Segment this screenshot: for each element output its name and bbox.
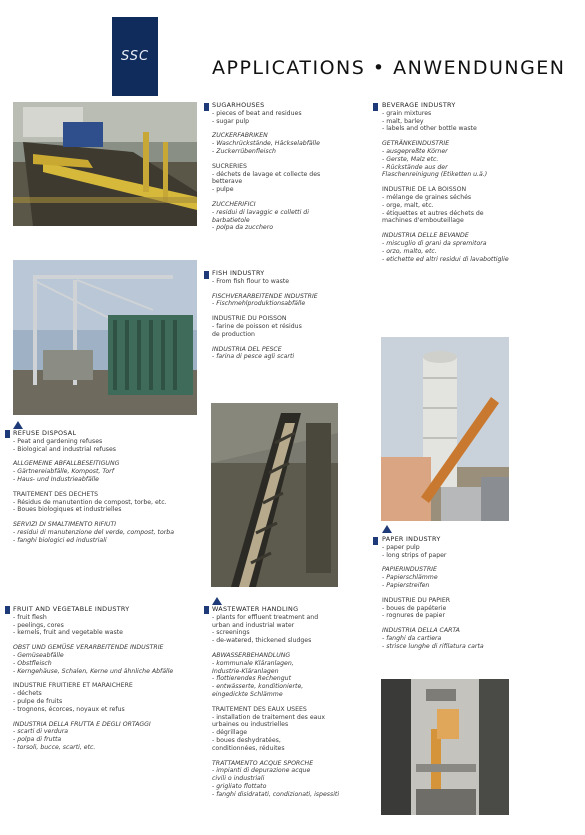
section-line: Flaschenreinigung (Etiketten u.ä.) [382, 171, 488, 179]
section-line: - polpa da zucchero [212, 224, 274, 232]
section-line: - de-watered, thickened sludges [212, 637, 312, 645]
section-line: - Boues biologiques et industrielles [13, 506, 122, 514]
section-line: - strisce lunghe di rifilatura carta [382, 642, 484, 650]
section-line: - dégrillage [212, 729, 248, 737]
section-spacer [212, 194, 320, 201]
section-line: - entwässerte, konditionierte, [212, 683, 304, 691]
section-line: ABWASSERBEHANDLUNG [212, 651, 291, 659]
section-line: - mélange de graines séchés [382, 193, 472, 201]
section-line: - long strips of paper [382, 551, 447, 559]
section-line: - fanghi disidratati, condizionati, ispessiti [212, 790, 340, 798]
section-heading: BEVERAGE INDUSTRY [382, 101, 456, 109]
section-line: - Gemüseabfälle [13, 651, 64, 659]
section-line: - boues deshydratées, [212, 736, 281, 744]
section-spacer [13, 484, 174, 491]
section-spacer [212, 286, 318, 293]
beverage-marker-icon [373, 103, 378, 111]
section-heading: SUGARHOUSES [212, 101, 265, 109]
section-line: ZUCCHERIFICI [212, 200, 256, 208]
conveyor-machine-photo [13, 102, 197, 226]
section-line: - grain mixtures [382, 109, 432, 117]
section-line: - déchets [13, 690, 42, 698]
section-line: - déchets de lavage et collecte des [212, 170, 321, 178]
section-line: - orge, malt, etc. [382, 201, 434, 209]
section-heading: FISH INDUSTRY [212, 269, 265, 277]
section-line: betterave [212, 178, 243, 186]
section-line: - etichette ed altri residui di lavabottiglie [382, 255, 509, 263]
section-line: INDUSTRIA DELLA CARTA [382, 627, 460, 635]
refuse-bar-icon [5, 430, 10, 438]
section-line: - fanghi da cartiera [382, 634, 442, 642]
section-spacer [382, 620, 484, 627]
section-line: - malt, barley [382, 117, 424, 125]
section-line: - residui di manutenzione del verde, compost, torba [13, 528, 174, 536]
section-spacer [382, 590, 484, 597]
section-spacer [212, 339, 318, 346]
section-spacer [212, 699, 339, 706]
section-line: - fanghi biologici ed industriali [13, 536, 107, 544]
section-line: - labels and other bottle waste [382, 125, 477, 133]
section-line: - peelings, cores [13, 621, 64, 629]
section-line: - Gerste, Malz etc. [382, 155, 439, 163]
paper-section [382, 536, 484, 651]
section-line: - Peat and gardening refuses [13, 437, 103, 445]
section-line: - Gärtnereiabfälle, Kompost, Torf [13, 468, 114, 476]
section-spacer [13, 453, 174, 460]
section-line: - Kerngehäuse, Schalen, Kerne und ähnliche Abfälle [13, 667, 174, 675]
section-spacer [13, 514, 174, 521]
section-line: - plants for effluent treatment and [212, 613, 319, 621]
section-line: - polpa di frutta [13, 736, 62, 744]
section-line: - torsoli, bucce, scarti, etc. [13, 743, 96, 751]
section-line: - residui di lavaggic e colletti di [212, 208, 309, 216]
section-line: - pulpe [212, 186, 234, 194]
section-line: - kommunale Kläranlagen, [212, 659, 294, 667]
fruit-marker-icon [5, 606, 10, 614]
sugar-section [212, 102, 320, 232]
refuse-section [13, 430, 174, 545]
section-line: - From fish flour to waste [212, 277, 290, 285]
section-line: INDUSTRIA DEL PESCE [212, 345, 282, 353]
section-spacer [13, 675, 173, 682]
section-line: - orzo, malto, etc. [382, 247, 437, 255]
refuse-marker-icon [13, 421, 23, 429]
section-heading: FRUIT AND VEGETABLE INDUSTRY [13, 605, 130, 613]
machine-interior-photo [381, 679, 509, 815]
section-line: INDUSTRIE DU POISSON [212, 315, 287, 323]
section-line: urban and industrial water [212, 621, 295, 629]
section-line: - Obstfleisch [13, 659, 52, 667]
section-line: - Papierschlämme [382, 574, 438, 582]
section-line: conditionnées, réduites [212, 744, 285, 752]
section-line: - Fischmehlproduktionsabfälle [212, 300, 306, 308]
section-spacer [382, 225, 509, 232]
section-line: - screenings [212, 629, 250, 637]
section-spacer [382, 559, 484, 566]
section-line: - Zuckerrübenfleisch [212, 147, 276, 155]
section-line: - paper pulp [382, 543, 420, 551]
section-line: PAPIERINDUSTRIE [382, 566, 437, 574]
section-line: GETRÄNKEINDUSTRIE [382, 140, 450, 148]
fish-marker-icon [204, 271, 209, 279]
section-line: INDUSTRIE DE LA BOISSON [382, 186, 467, 194]
section-line: - miscuglio di grani da spremitora [382, 239, 487, 247]
section-line: - rognures de papier [382, 612, 445, 620]
section-line: - kernels, fruit and vegetable waste [13, 629, 123, 637]
section-line: Industrie-Kläranlagen [212, 667, 279, 675]
fish-section [212, 270, 318, 361]
section-line: - farine de poisson et résidus [212, 322, 302, 330]
section-line: civili o industriali [212, 775, 265, 783]
section-heading: REFUSE DISPOSAL [13, 429, 77, 437]
fruit-section [13, 606, 173, 752]
section-line: - Résidus de manutention de compost, torbe, etc. [13, 498, 167, 506]
section-line: machines d'embouteillage [382, 217, 464, 225]
section-line: - sugar pulp [212, 117, 250, 125]
section-line: - Rückstände aus der [382, 163, 448, 171]
section-line: - Haus- und Industrieabfälle [13, 475, 99, 483]
paper-bar-icon [373, 537, 378, 545]
section-line: INDUSTRIA DELLE BEVANDE [382, 232, 469, 240]
section-line: - impianti di depurazione acque [212, 767, 311, 775]
section-spacer [212, 125, 320, 132]
section-heading: WASTEWATER HANDLING [212, 605, 299, 613]
section-line: INDUSTRIE FRUITIERE ET MARAICHERE [13, 682, 133, 690]
logo-text: SSC [120, 49, 150, 64]
section-line: ZUCKERFABRIKEN [212, 132, 268, 140]
section-line: urbaines ou industrielles [212, 721, 289, 729]
section-spacer [212, 308, 318, 315]
container-crane-photo [13, 260, 197, 415]
section-line: SERVIZI DI SMALTIMENTO RIFIUTI [13, 521, 117, 529]
section-line: - fruit flesh [13, 613, 47, 621]
section-line: - installation de traitement des eaux [212, 713, 326, 721]
section-line: - pieces of beat and residues [212, 109, 302, 117]
section-line: - étiquettes et autres déchets de [382, 209, 484, 217]
section-line: TRAITEMENT DES DECHETS [13, 490, 99, 498]
section-line: SUCRERIES [212, 162, 247, 170]
paper-marker-icon [382, 525, 392, 533]
section-line: barbatietole [212, 216, 250, 224]
section-line: FISCHVERARBEITENDE INDUSTRIE [212, 292, 318, 300]
section-line: - Biological and industrial refuses [13, 445, 117, 453]
section-line: TRATTAMENTO ACQUE SPORCHE [212, 759, 314, 767]
section-line: OBST UND GEMÜSE VERARBEITENDE INDUSTRIE [13, 644, 164, 652]
section-heading: PAPER INDUSTRY [382, 535, 441, 543]
section-line: INDUSTRIE DU PAPIER [382, 596, 451, 604]
section-spacer [212, 645, 339, 652]
section-line: - Papierstreifen [382, 581, 430, 589]
sugar-marker-icon [204, 103, 209, 111]
section-line: - ausgepreßte Körner [382, 147, 448, 155]
section-line: de production [212, 330, 255, 338]
section-line: eingedickte Schlämme [212, 690, 283, 698]
section-line: - farina di pesce agli scarti [212, 353, 295, 361]
silo-photo [381, 337, 509, 521]
section-line: ALLGEMEINE ABFALLBESEITIGUNG [13, 460, 120, 468]
section-line: - grigliato flottato [212, 782, 267, 790]
beverage-section [382, 102, 509, 263]
section-line: TRAITEMENT DES EAUX USEES [212, 705, 307, 713]
section-line: - pulpe de fruits [13, 697, 63, 705]
section-line: - scarti di verdura [13, 728, 69, 736]
wastewater-bar-icon [204, 606, 209, 614]
section-line: - trognons, écorces, noyaux et refus [13, 705, 125, 713]
section-spacer [212, 156, 320, 163]
wastewater-marker-icon [212, 597, 222, 605]
section-spacer [382, 179, 509, 186]
screw-conveyor-photo [211, 403, 338, 587]
section-line: INDUSTRIA DELLA FRUTTA E DEGLI ORTAGGI [13, 720, 151, 728]
section-line: - Waschrückstände, Häckselabfälle [212, 140, 320, 148]
section-line: - boues de papéterie [382, 604, 447, 612]
ssc-logo [112, 17, 158, 96]
wastewater-section [212, 606, 339, 799]
section-spacer [13, 714, 173, 721]
page-title: APPLICATIONS • ANWENDUNGEN [212, 57, 566, 79]
section-line: - flottierendes Rechengut [212, 675, 291, 683]
section-spacer [212, 753, 339, 760]
